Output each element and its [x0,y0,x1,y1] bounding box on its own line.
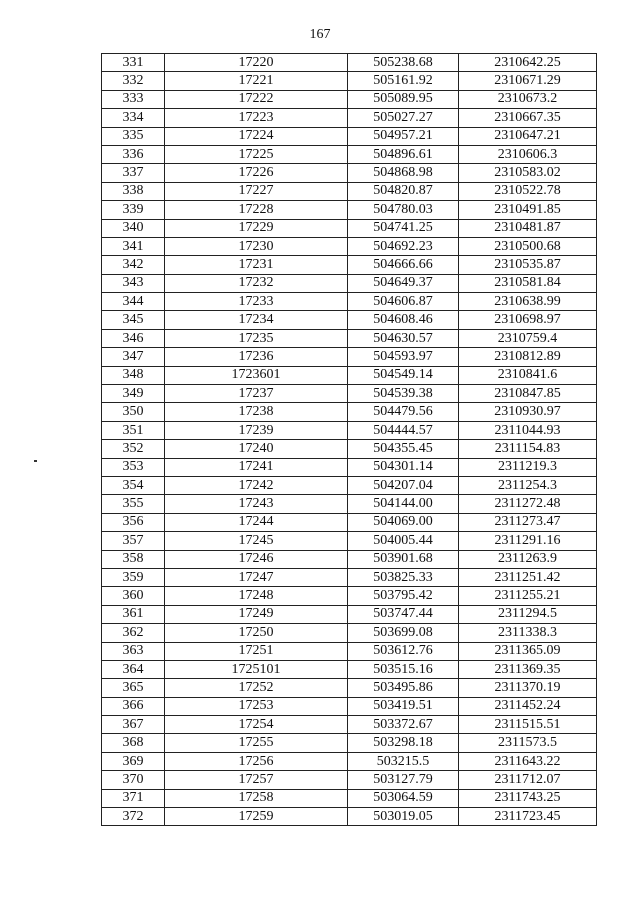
row-index-cell: 349 [102,385,165,403]
table-row [102,679,597,697]
x-coordinate-cell: 505027.27 [348,109,459,127]
point-id-cell: 1725101 [165,660,348,678]
point-id-cell: 17234 [165,311,348,329]
x-coordinate-cell: 504005.44 [348,532,459,550]
row-index-cell: 358 [102,550,165,568]
table-row [102,201,597,219]
table-row [102,771,597,789]
y-coordinate-cell: 2310812.89 [459,348,597,366]
row-index-cell: 360 [102,587,165,605]
row-index-cell: 357 [102,532,165,550]
scan-speck [34,460,37,462]
point-id-cell: 17247 [165,568,348,586]
x-coordinate-cell: 503901.68 [348,550,459,568]
y-coordinate-cell: 2311263.9 [459,550,597,568]
table-row [102,458,597,476]
table-row [102,532,597,550]
table-row [102,90,597,108]
table-row [102,440,597,458]
row-index-cell: 336 [102,145,165,163]
x-coordinate-cell: 504539.38 [348,385,459,403]
y-coordinate-cell: 2310759.4 [459,329,597,347]
x-coordinate-cell: 504355.45 [348,440,459,458]
y-coordinate-cell: 2310647.21 [459,127,597,145]
point-id-cell: 17246 [165,550,348,568]
point-id-cell: 17242 [165,476,348,494]
row-index-cell: 361 [102,605,165,623]
page-number: 167 [309,27,331,42]
table-row [102,660,597,678]
point-id-cell: 17244 [165,513,348,531]
table-row [102,476,597,494]
row-index-cell: 343 [102,274,165,292]
table-row [102,182,597,200]
y-coordinate-cell: 2310698.97 [459,311,597,329]
table-row [102,109,597,127]
y-coordinate-cell: 2311254.3 [459,476,597,494]
row-index-cell: 362 [102,624,165,642]
row-index-cell: 340 [102,219,165,237]
y-coordinate-cell: 2311643.22 [459,752,597,770]
x-coordinate-cell: 504666.66 [348,256,459,274]
table-row [102,54,597,72]
point-id-cell: 17220 [165,54,348,72]
point-id-cell: 17254 [165,716,348,734]
y-coordinate-cell: 2310481.87 [459,219,597,237]
point-id-cell: 17253 [165,697,348,715]
y-coordinate-cell: 2311251.42 [459,568,597,586]
y-coordinate-cell: 2311294.5 [459,605,597,623]
y-coordinate-cell: 2311255.21 [459,587,597,605]
y-coordinate-cell: 2311365.09 [459,642,597,660]
y-coordinate-cell: 2310930.97 [459,403,597,421]
x-coordinate-cell: 504606.87 [348,293,459,311]
y-coordinate-cell: 2310671.29 [459,72,597,90]
point-id-cell: 17235 [165,329,348,347]
table-row [102,366,597,384]
point-id-cell: 17240 [165,440,348,458]
x-coordinate-cell: 504069.00 [348,513,459,531]
y-coordinate-cell: 2311723.45 [459,808,597,826]
y-coordinate-cell: 2310606.3 [459,145,597,163]
table-row [102,513,597,531]
table-row [102,164,597,182]
x-coordinate-cell: 504820.87 [348,182,459,200]
table-row [102,293,597,311]
point-id-cell: 17255 [165,734,348,752]
point-id-cell: 1723601 [165,366,348,384]
x-coordinate-cell: 504444.57 [348,421,459,439]
y-coordinate-cell: 2310522.78 [459,182,597,200]
row-index-cell: 355 [102,495,165,513]
y-coordinate-cell: 2311743.25 [459,789,597,807]
table-row [102,145,597,163]
row-index-cell: 337 [102,164,165,182]
y-coordinate-cell: 2311044.93 [459,421,597,439]
x-coordinate-cell: 504692.23 [348,237,459,255]
row-index-cell: 356 [102,513,165,531]
x-coordinate-cell: 504479.56 [348,403,459,421]
x-coordinate-cell: 503419.51 [348,697,459,715]
row-index-cell: 371 [102,789,165,807]
table-row [102,348,597,366]
row-index-cell: 370 [102,771,165,789]
table-row [102,421,597,439]
point-id-cell: 17258 [165,789,348,807]
row-index-cell: 348 [102,366,165,384]
x-coordinate-cell: 504957.21 [348,127,459,145]
x-coordinate-cell: 504593.97 [348,348,459,366]
row-index-cell: 352 [102,440,165,458]
y-coordinate-cell: 2310673.2 [459,90,597,108]
point-id-cell: 17259 [165,808,348,826]
row-index-cell: 372 [102,808,165,826]
y-coordinate-cell: 2311712.07 [459,771,597,789]
x-coordinate-cell: 503795.42 [348,587,459,605]
y-coordinate-cell: 2310581.84 [459,274,597,292]
point-id-cell: 17226 [165,164,348,182]
table-row [102,495,597,513]
y-coordinate-cell: 2310667.35 [459,109,597,127]
x-coordinate-cell: 505161.92 [348,72,459,90]
table-row [102,568,597,586]
point-id-cell: 17252 [165,679,348,697]
x-coordinate-cell: 503215.5 [348,752,459,770]
row-index-cell: 333 [102,90,165,108]
row-index-cell: 350 [102,403,165,421]
x-coordinate-cell: 503064.59 [348,789,459,807]
x-coordinate-cell: 504741.25 [348,219,459,237]
y-coordinate-cell: 2310642.25 [459,54,597,72]
y-coordinate-cell: 2311515.51 [459,716,597,734]
x-coordinate-cell: 503515.16 [348,660,459,678]
x-coordinate-cell: 503127.79 [348,771,459,789]
y-coordinate-cell: 2311272.48 [459,495,597,513]
table-row [102,127,597,145]
table-row [102,256,597,274]
x-coordinate-cell: 504896.61 [348,145,459,163]
point-id-cell: 17224 [165,127,348,145]
point-id-cell: 17251 [165,642,348,660]
x-coordinate-cell: 504301.14 [348,458,459,476]
y-coordinate-cell: 2311154.83 [459,440,597,458]
table-row [102,716,597,734]
row-index-cell: 345 [102,311,165,329]
point-id-cell: 17223 [165,109,348,127]
y-coordinate-cell: 2311291.16 [459,532,597,550]
table-row [102,311,597,329]
table-row [102,329,597,347]
table-row [102,605,597,623]
row-index-cell: 366 [102,697,165,715]
table-row [102,274,597,292]
row-index-cell: 364 [102,660,165,678]
row-index-cell: 339 [102,201,165,219]
x-coordinate-cell: 505089.95 [348,90,459,108]
y-coordinate-cell: 2311370.19 [459,679,597,697]
table-row [102,789,597,807]
point-id-cell: 17221 [165,72,348,90]
row-index-cell: 359 [102,568,165,586]
y-coordinate-cell: 2310583.02 [459,164,597,182]
x-coordinate-cell: 504549.14 [348,366,459,384]
table-row [102,642,597,660]
x-coordinate-cell: 504630.57 [348,329,459,347]
y-coordinate-cell: 2310638.99 [459,293,597,311]
point-id-cell: 17237 [165,385,348,403]
table-row [102,403,597,421]
row-index-cell: 368 [102,734,165,752]
row-index-cell: 344 [102,293,165,311]
row-index-cell: 347 [102,348,165,366]
row-index-cell: 334 [102,109,165,127]
y-coordinate-cell: 2310535.87 [459,256,597,274]
coordinates-table-body [102,54,597,826]
x-coordinate-cell: 504868.98 [348,164,459,182]
table-row [102,237,597,255]
point-id-cell: 17229 [165,219,348,237]
x-coordinate-cell: 503019.05 [348,808,459,826]
y-coordinate-cell: 2311452.24 [459,697,597,715]
row-index-cell: 367 [102,716,165,734]
y-coordinate-cell: 2310491.85 [459,201,597,219]
point-id-cell: 17256 [165,752,348,770]
x-coordinate-cell: 504649.37 [348,274,459,292]
x-coordinate-cell: 503495.86 [348,679,459,697]
point-id-cell: 17241 [165,458,348,476]
x-coordinate-cell: 504144.00 [348,495,459,513]
row-index-cell: 341 [102,237,165,255]
point-id-cell: 17239 [165,421,348,439]
point-id-cell: 17228 [165,201,348,219]
row-index-cell: 342 [102,256,165,274]
x-coordinate-cell: 503699.08 [348,624,459,642]
x-coordinate-cell: 505238.68 [348,54,459,72]
x-coordinate-cell: 503612.76 [348,642,459,660]
point-id-cell: 17236 [165,348,348,366]
point-id-cell: 17222 [165,90,348,108]
point-id-cell: 17230 [165,237,348,255]
row-index-cell: 346 [102,329,165,347]
y-coordinate-cell: 2310500.68 [459,237,597,255]
point-id-cell: 17243 [165,495,348,513]
table-row [102,734,597,752]
x-coordinate-cell: 504780.03 [348,201,459,219]
y-coordinate-cell: 2311219.3 [459,458,597,476]
table-row [102,72,597,90]
row-index-cell: 353 [102,458,165,476]
row-index-cell: 365 [102,679,165,697]
x-coordinate-cell: 503372.67 [348,716,459,734]
y-coordinate-cell: 2310847.85 [459,385,597,403]
y-coordinate-cell: 2311273.47 [459,513,597,531]
x-coordinate-cell: 503825.33 [348,568,459,586]
y-coordinate-cell: 2310841.6 [459,366,597,384]
row-index-cell: 338 [102,182,165,200]
row-index-cell: 331 [102,54,165,72]
point-id-cell: 17227 [165,182,348,200]
table-row [102,624,597,642]
point-id-cell: 17249 [165,605,348,623]
table-row [102,697,597,715]
point-id-cell: 17232 [165,274,348,292]
row-index-cell: 332 [102,72,165,90]
point-id-cell: 17233 [165,293,348,311]
x-coordinate-cell: 504608.46 [348,311,459,329]
table-row [102,808,597,826]
x-coordinate-cell: 504207.04 [348,476,459,494]
table-row [102,752,597,770]
point-id-cell: 17257 [165,771,348,789]
row-index-cell: 369 [102,752,165,770]
y-coordinate-cell: 2311573.5 [459,734,597,752]
x-coordinate-cell: 503298.18 [348,734,459,752]
y-coordinate-cell: 2311369.35 [459,660,597,678]
table-row [102,385,597,403]
x-coordinate-cell: 503747.44 [348,605,459,623]
row-index-cell: 363 [102,642,165,660]
point-id-cell: 17245 [165,532,348,550]
row-index-cell: 351 [102,421,165,439]
row-index-cell: 335 [102,127,165,145]
y-coordinate-cell: 2311338.3 [459,624,597,642]
table-row [102,587,597,605]
table-row [102,219,597,237]
point-id-cell: 17238 [165,403,348,421]
coordinates-table [101,53,597,826]
point-id-cell: 17250 [165,624,348,642]
point-id-cell: 17231 [165,256,348,274]
point-id-cell: 17225 [165,145,348,163]
row-index-cell: 354 [102,476,165,494]
table-row [102,550,597,568]
point-id-cell: 17248 [165,587,348,605]
